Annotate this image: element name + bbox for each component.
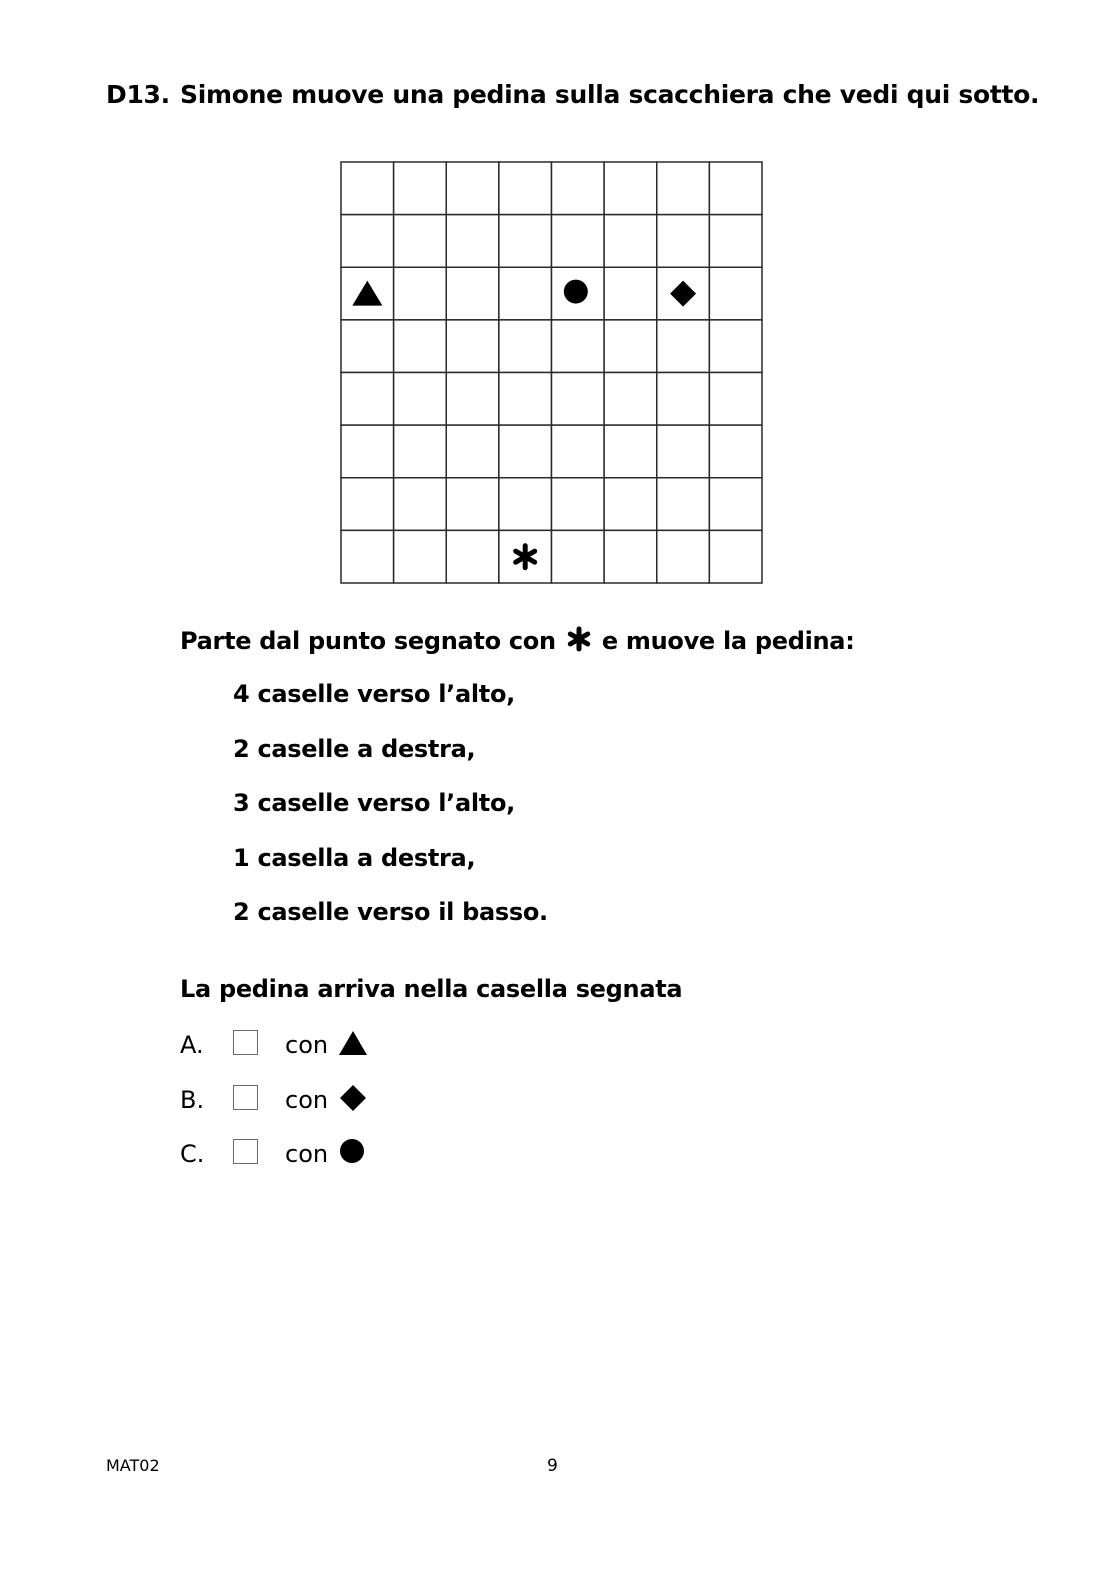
step-item: 2 caselle verso il basso. [233,898,548,926]
board-cell [446,267,499,320]
board-cell [604,215,657,268]
board-cell [657,530,710,583]
option-a-checkbox[interactable] [233,1030,258,1055]
board-cell [446,320,499,373]
board-cell [341,215,394,268]
step-item: 2 caselle a destra, [233,734,476,763]
step-item: 1 casella a destra, [233,843,476,872]
option-letter: C. [180,1140,205,1168]
option-word: con [285,1031,329,1059]
step-item: 4 caselle verso l’alto, [233,680,515,708]
board-cell [709,162,762,215]
intro-text-before: Parte dal punto segnato con [180,627,556,655]
board-cell [499,267,552,320]
option-letter: B. [180,1085,205,1114]
page-number: 9 [547,1456,558,1476]
board-cell [341,373,394,426]
board-cell [709,478,762,531]
board-cell [604,162,657,215]
star-icon [566,626,592,652]
board-cell [604,267,657,320]
board-cell [604,320,657,373]
board-cell [552,425,605,478]
chessboard-grid [340,161,763,584]
board-cell [446,425,499,478]
board-cell [604,425,657,478]
board-cell [657,162,710,215]
board-cell [341,530,394,583]
board-cell [709,320,762,373]
instructions-intro [180,626,855,655]
board-cell [394,425,447,478]
board-cell [394,478,447,531]
circle-icon [564,280,588,304]
option-b [180,1083,480,1138]
board-cell [709,530,762,583]
option-a [180,1028,480,1083]
intro-text-after: e muove la pedina: [601,627,855,655]
board-cell [604,373,657,426]
board-cell [446,530,499,583]
board-cell [341,425,394,478]
board-cell [446,373,499,426]
board-cell [552,530,605,583]
board-cell [499,478,552,531]
chessboard [340,161,763,584]
board-cell [394,215,447,268]
option-c-checkbox[interactable] [233,1139,258,1164]
board-cell [604,530,657,583]
board-cell [709,267,762,320]
board-cell [552,478,605,531]
board-cell [341,478,394,531]
board-cell [499,162,552,215]
option-b-checkbox[interactable] [233,1085,258,1110]
board-cell [657,425,710,478]
board-cell [394,373,447,426]
board-cell [341,162,394,215]
circle-icon [338,1137,368,1167]
board-cell [446,215,499,268]
board-cell [552,320,605,373]
board-cell [657,478,710,531]
board-cell [394,162,447,215]
board-cell [499,373,552,426]
board-cell [499,320,552,373]
board-cell [657,215,710,268]
steps-list [233,680,548,953]
board-cell [394,320,447,373]
board-cell [709,373,762,426]
question-text: Simone muove una pedina sulla scacchiera che vedi qui sotto. [180,80,1040,109]
footer-code: MAT02 [106,1456,160,1475]
diamond-icon [338,1083,368,1113]
board-cell [604,478,657,531]
board-cell [552,373,605,426]
board-cell [446,478,499,531]
option-c [180,1137,480,1192]
board-cell [657,320,710,373]
board-cell [499,215,552,268]
question-heading [106,80,1039,109]
board-cell [552,215,605,268]
board-cell [394,267,447,320]
board-cell [499,425,552,478]
option-letter: A. [180,1031,204,1059]
board-cell [552,162,605,215]
step-item: 3 caselle verso l’alto, [233,789,515,817]
board-cell [341,320,394,373]
question-number: D13. [106,80,170,109]
answer-prompt: La pedina arriva nella casella segnata [180,975,683,1003]
triangle-icon [338,1028,368,1058]
board-cell [446,162,499,215]
answer-options [180,1028,480,1192]
option-word: con [285,1085,329,1114]
board-cell [709,215,762,268]
board-cell [394,530,447,583]
board-cell [657,373,710,426]
option-word: con [285,1140,329,1168]
board-cell [709,425,762,478]
